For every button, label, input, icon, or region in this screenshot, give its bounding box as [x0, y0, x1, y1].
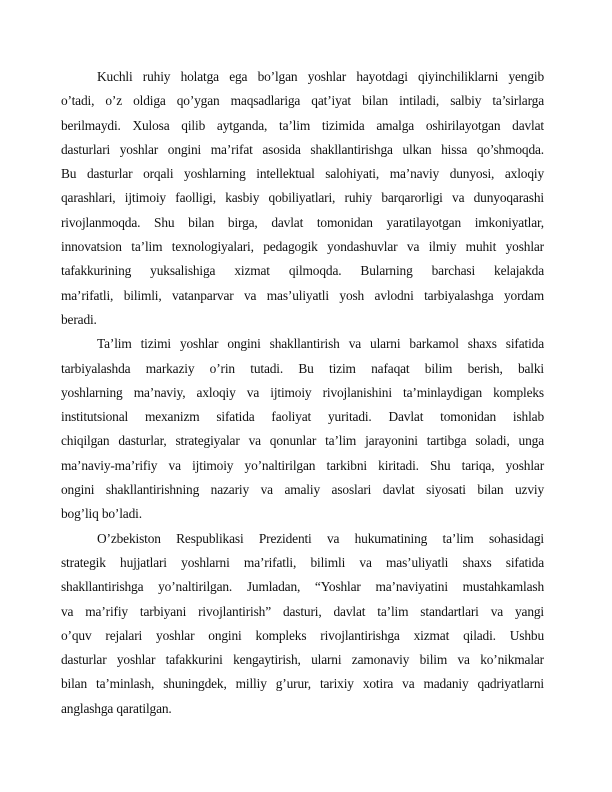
document-page [61, 65, 544, 721]
text-line: beradi. [61, 311, 97, 327]
text-line: ma’rifatli, bilimli, vatanparvar va mas’uliyatli yosh avlodni tarbiyalashga yordam [61, 287, 544, 303]
text-line: o’quv rejalari yoshlar ongini kompleks rivojlantirishga xizmat qiladi. Ushbu [61, 627, 544, 643]
text-line: o’tadi, o’z oldiga qo’ygan maqsadlariga qat’iyat bilan intiladi, salbiy ta’sirlarga [61, 93, 544, 109]
paragraph [61, 527, 544, 721]
text-line: dasturlari yoshlar ongini ma’rifat asosida shakllantirishga ulkan hissa qo’shmoqda. [61, 141, 544, 157]
text-line: tarbiyalashda markaziy o’rin tutadi. Bu tizim nafaqat bilim berish, balki [61, 360, 544, 376]
text-line: tafakkurining yuksalishiga xizmat qilmoqda. Bularning barchasi kelajakda [61, 263, 544, 279]
text-line: anglashga qaratilgan. [61, 700, 172, 716]
text-line: chiqilgan dasturlar, strategiyalar va qonunlar ta’lim jarayonini tartibga soladi, unga [61, 433, 544, 449]
text-line: va ma’rifiy tarbiyani rivojlantirish” dasturi, davlat ta’lim standartlari va yangi [61, 603, 544, 619]
text-line: Bu dasturlar orqali yoshlarning intellektual salohiyati, ma’naviy dunyosi, axloqiy [61, 166, 544, 182]
text-line: berilmaydi. Xulosa qilib aytganda, ta’lim tizimida amalga oshirilayotgan davlat [61, 117, 544, 133]
paragraph [61, 332, 544, 526]
text-line: Kuchli ruhiy holatga ega bo’lgan yoshlar hayotdagi qiyinchiliklarni yengib [97, 69, 544, 84]
text-line: strategik hujjatlari yoshlarni ma’rifatli, bilimli va mas’uliyatli shaxs sifatida [61, 554, 544, 570]
text-line: institutsional mexanizm sifatida faoliyat yuritadi. Davlat tomonidan ishlab [61, 409, 544, 425]
paragraph [61, 65, 544, 332]
text-line: ma’naviy-ma’rifiy va ijtimoiy yo’naltirilgan tarkibni kiritadi. Shu tariqa, yoshlar [61, 457, 544, 473]
text-line: ongini shakllantirishning nazariy va amaliy asoslari davlat siyosati bilan uzviy [61, 482, 544, 498]
text-line: dasturlar yoshlar tafakkurini kengaytirish, ularni zamonaviy bilim va ko’nikmalar [61, 652, 544, 668]
text-line: qarashlari, ijtimoiy faolligi, kasbiy qobiliyatlari, ruhiy barqarorligi va dunyoqarashi [61, 190, 544, 206]
text-line: yoshlarning ma’naviy, axloqiy va ijtimoiy rivojlanishini ta’minlaydigan kompleks [61, 384, 544, 400]
text-line: bilan ta’minlash, shuningdek, milliy g’urur, tarixiy xotira va madaniy qadriyatlarni [61, 676, 544, 692]
text-line: innovatsion ta’lim texnologiyalari, pedagogik yondashuvlar va ilmiy muhit yoshlar [61, 239, 544, 255]
text-line: bog’liq bo’ladi. [61, 506, 142, 522]
text-line: shakllantirishga yo’naltirilgan. Jumladan, “Yoshlar ma’naviyatini mustahkamlash [61, 579, 544, 595]
text-line: O’zbekiston Respublikasi Prezidenti va hukumatining ta’lim sohasidagi [97, 530, 544, 546]
text-line: rivojlanmoqda. Shu bilan birga, davlat tomonidan yaratilayotgan imkoniyatlar, [61, 214, 544, 230]
text-line: Ta’lim tizimi yoshlar ongini shakllantirish va ularni barkamol shaxs sifatida [97, 336, 544, 352]
